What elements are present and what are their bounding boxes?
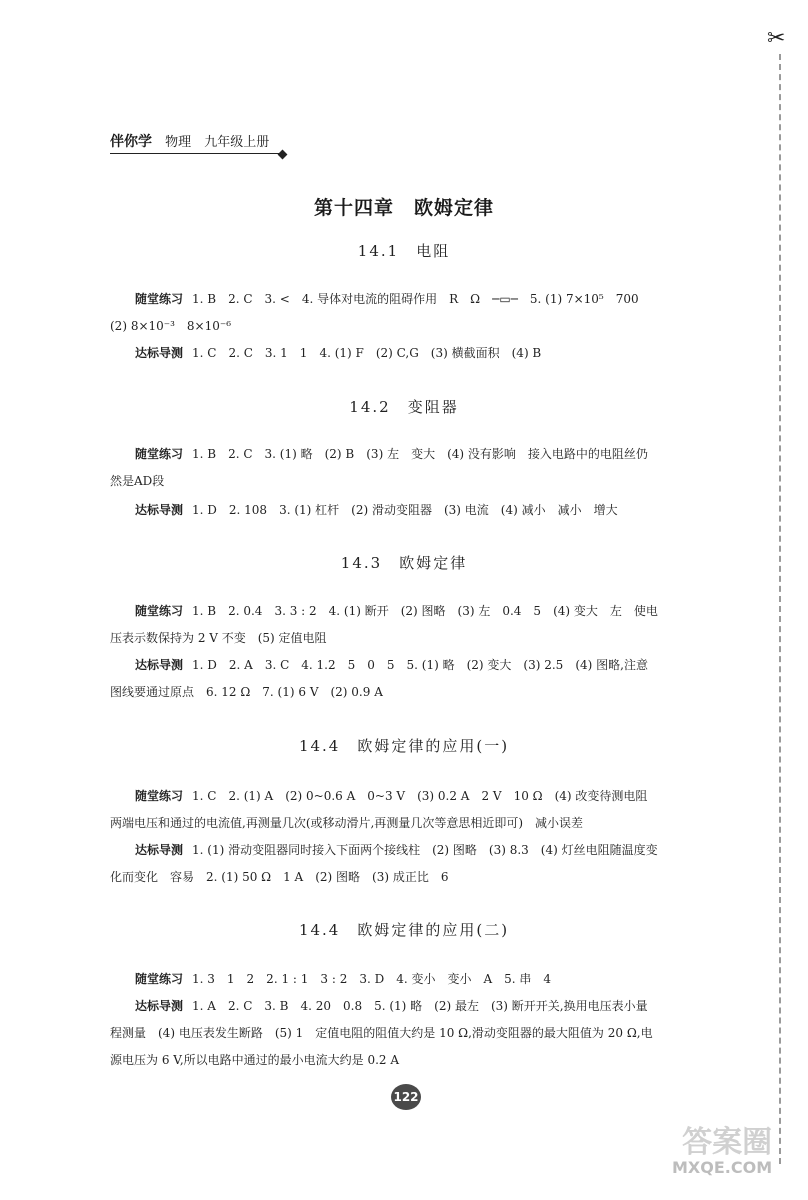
paragraph-text: 1. (1) 滑动变阻器同时接入下面两个接线柱 (2) 图略 (3) 8.3 (4) 灯丝电阻随温度变化而变化 容易 2. (1) 50 Ω 1 A (2) 图略 (3) 成正比 6 (110, 843, 658, 884)
paragraph-text: 1. C 2. (1) A (2) 0~0.6 A 0~3 V (3) 0.2 A 2 V 10 Ω (4) 改变待测电阻两端电压和通过的电流值,再测量几次(或移动滑片,再测量几次等意思相近即可) 减小误差 (110, 789, 648, 830)
diamond-icon (278, 150, 288, 160)
paragraph-label: 随堂练习 (135, 789, 184, 803)
answer-paragraph (110, 966, 658, 993)
answer-paragraph (110, 340, 658, 367)
brand-name: 伴你学 (110, 134, 152, 150)
paragraph-text: 1. C 2. C 3. 1 1 4. (1) F (2) C,G (3) 横截面积 (4) B (192, 346, 542, 360)
section-title: 14.4 欧姆定律的应用(一) (298, 737, 510, 755)
watermark-url: MXQE.COM (672, 1158, 773, 1177)
paragraph-text: 1. A 2. C 3. B 4. 20 0.8 5. (1) 略 (2) 最左 (3) 断开开关,换用电压表小量程测量 (4) 电压表发生断路 (5) 1 定值电阻的阻值大约是 10 Ω,滑动变阻器的最大阻值为 20 Ω,电源电压为 6 V,所以电路中通过的最小电流大约是 0.2 A (110, 999, 653, 1067)
answer-paragraph (110, 598, 658, 652)
paragraph-label: 随堂练习 (135, 972, 184, 986)
paragraph-text: 1. B 2. C 3. (1) 略 (2) B (3) 左 变大 (4) 没有影响 接入电路中的电阻丝仍然是AD段 (110, 447, 648, 488)
answer-paragraph (110, 652, 658, 706)
paragraph-label: 达标导测 (135, 999, 184, 1013)
answer-paragraph (110, 993, 658, 1074)
answer-paragraph (110, 497, 658, 524)
page-number: 122 (391, 1084, 421, 1110)
section-title: 14.1 电阻 (357, 242, 451, 260)
paragraph-label: 达标导测 (135, 843, 184, 857)
cut-line (779, 54, 781, 1164)
answer-paragraph (110, 837, 658, 891)
paragraph-label: 随堂练习 (135, 604, 184, 618)
paragraph-text: 1. 3 1 2 2. 1 : 1 3 : 2 3. D 4. 变小 变小 A 5. 串 4 (192, 972, 552, 986)
subject-label: 物理 (165, 135, 192, 150)
watermark (672, 1125, 773, 1177)
section-title: 14.4 欧姆定律的应用(二) (298, 921, 510, 939)
paragraph-label: 随堂练习 (135, 447, 184, 461)
chapter-title: 第十四章 欧姆定律 (313, 197, 494, 219)
paragraph-text: 1. D 2. A 3. C 4. 1.2 5 0 5 5. (1) 略 (2) 变大 (3) 2.5 (4) 图略,注意图线要通过原点 6. 12 Ω 7. (1) 6 V (2) 0.9 A (110, 658, 648, 699)
scissors-icon: ✂ (767, 26, 786, 51)
answer-paragraph (110, 783, 658, 837)
paragraph-label: 达标导测 (135, 503, 184, 517)
paragraph-text: 1. B 2. 0.4 3. 3 : 2 4. (1) 断开 (2) 图略 (3) 左 0.4 5 (4) 变大 左 使电压表示数保持为 2 V 不变 (5) 定值电阻 (110, 604, 658, 645)
section-title: 14.2 变阻器 (349, 398, 459, 416)
paragraph-text: 1. D 2. 108 3. (1) 杠杆 (2) 滑动变阻器 (3) 电流 (4) 减小 减小 增大 (192, 503, 618, 517)
watermark-title: 答案圈 (682, 1125, 773, 1160)
paragraph-label: 达标导测 (135, 658, 184, 672)
paragraph-text: 1. B 2. C 3. < 4. 导体对电流的阻碍作用 R Ω ─▭─ 5. (1) 7×10⁵ 700 (2) 8×10⁻³ 8×10⁻⁶ (110, 292, 651, 333)
answer-paragraph (110, 286, 658, 340)
paragraph-label: 达标导测 (135, 346, 184, 360)
answer-paragraph (110, 441, 658, 495)
book-header (110, 131, 280, 154)
section-title: 14.3 欧姆定律 (340, 554, 468, 572)
paragraph-label: 随堂练习 (135, 292, 184, 306)
grade-label: 九年级上册 (204, 135, 270, 150)
